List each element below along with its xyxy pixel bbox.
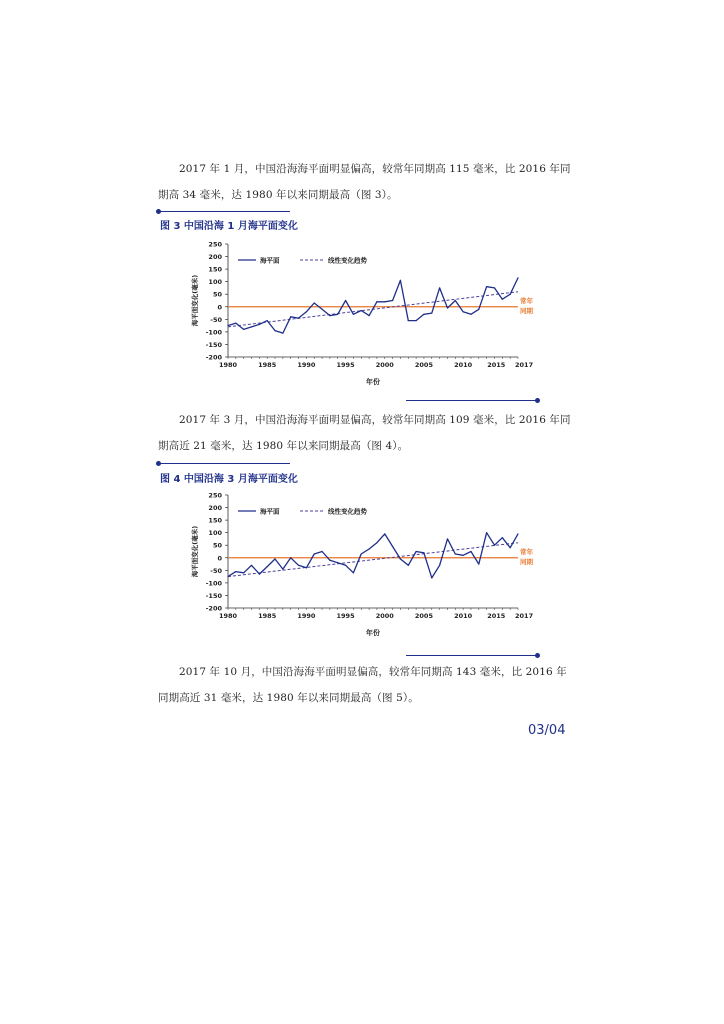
data-point [368, 315, 369, 316]
data-point [353, 314, 354, 315]
data-point [243, 329, 244, 330]
y-tick-label: -50 [210, 566, 222, 575]
y-tick-label: 50 [212, 290, 222, 299]
rule-dot [535, 398, 540, 403]
reference-label: 同期 [520, 306, 533, 315]
x-tick-label: 2017 [515, 361, 534, 369]
data-point [470, 551, 471, 552]
data-point [337, 314, 338, 315]
legend-trend-label: 线性变化趋势 [328, 256, 367, 265]
data-point [392, 300, 393, 301]
x-tick-label: 2010 [454, 361, 473, 369]
page-number: 03/04 [528, 723, 566, 738]
data-point [447, 538, 448, 539]
data-point [392, 546, 393, 547]
data-point [494, 287, 495, 288]
x-tick-label: 1980 [218, 361, 238, 369]
y-tick-label: 250 [208, 491, 222, 500]
data-point [227, 325, 228, 326]
data-point [251, 326, 252, 327]
data-point [368, 548, 369, 549]
data-point [243, 572, 244, 573]
data-point [502, 299, 503, 300]
figure-4-top-rule [158, 463, 290, 464]
data-point [321, 309, 322, 310]
data-point [416, 320, 417, 321]
x-tick-label: 2005 [414, 612, 433, 620]
x-tick-label: 1980 [218, 612, 238, 620]
y-tick-label: -200 [205, 353, 222, 362]
data-point [314, 302, 315, 303]
data-point [227, 576, 228, 577]
y-tick-label: -150 [205, 340, 222, 349]
x-axis-label: 年份 [366, 378, 380, 386]
data-point [400, 280, 401, 281]
x-tick-label: 2000 [375, 612, 394, 620]
data-point [408, 565, 409, 566]
data-point [353, 572, 354, 573]
x-tick-label: 1990 [297, 612, 316, 620]
data-point [282, 568, 283, 569]
data-point [376, 301, 377, 302]
y-tick-label: 150 [208, 265, 222, 274]
x-tick-label: 1985 [258, 361, 277, 369]
data-point [306, 567, 307, 568]
rule-dot [535, 653, 540, 658]
y-tick-label: -50 [210, 315, 222, 324]
data-point [376, 542, 377, 543]
data-point [517, 277, 518, 278]
data-point [455, 553, 456, 554]
y-tick-label: -100 [205, 579, 222, 588]
paragraph-1: 2017 年 1 月，中国沿海海平面明显偏高，较常年同期高 115 毫米，比 2016 年同期高 34 毫米，达 1980 年以来同期最高（图 3）。 [158, 163, 571, 201]
data-point [384, 301, 385, 302]
data-point [400, 558, 401, 559]
x-tick-label: 2015 [487, 361, 506, 369]
y-tick-label: 200 [208, 504, 222, 513]
data-point [478, 309, 479, 310]
data-point [345, 565, 346, 566]
rule-dot [156, 461, 161, 466]
data-point [384, 533, 385, 534]
data-point [259, 574, 260, 575]
figure-3-title: 图 3 中国沿海 1 月海平面变化 [160, 221, 298, 232]
data-point [470, 314, 471, 315]
figure-3-top-rule [158, 211, 290, 212]
data-point [235, 571, 236, 572]
legend-trend-label: 线性变化趋势 [328, 507, 367, 516]
data-point [314, 553, 315, 554]
data-point [274, 330, 275, 331]
figure-4-bottom-rule [406, 655, 538, 656]
y-tick-label: 0 [217, 303, 222, 312]
data-point [235, 323, 236, 324]
legend-series-label: 海平面 [260, 256, 280, 265]
data-point [510, 547, 511, 548]
y-axis-label: 海平面变化(毫米) [191, 525, 199, 578]
data-point [463, 555, 464, 556]
y-tick-label: 100 [208, 529, 222, 538]
y-axis-label: 海平面变化(毫米) [191, 274, 199, 327]
sea-level-series-line [228, 533, 518, 578]
data-point [486, 286, 487, 287]
reference-label: 常年 [520, 296, 533, 305]
data-point [298, 317, 299, 318]
data-point [439, 565, 440, 566]
data-point [345, 300, 346, 301]
data-point [431, 577, 432, 578]
data-point [463, 311, 464, 312]
data-point [298, 565, 299, 566]
data-point [423, 314, 424, 315]
data-point [416, 551, 417, 552]
x-tick-label: 2015 [487, 612, 506, 620]
x-tick-label: 1990 [297, 361, 316, 369]
data-point [361, 310, 362, 311]
y-tick-label: 100 [208, 278, 222, 287]
x-axis-label: 年份 [366, 629, 380, 637]
figure-3-chart [188, 236, 548, 394]
x-tick-label: 1995 [336, 612, 355, 620]
data-point [267, 566, 268, 567]
figure-4-title: 图 4 中国沿海 3 月海平面变化 [160, 474, 298, 485]
data-point [431, 312, 432, 313]
legend-series-label: 海平面 [260, 507, 280, 516]
data-point [267, 320, 268, 321]
x-tick-label: 2000 [375, 361, 394, 369]
x-tick-label: 1995 [336, 361, 355, 369]
data-point [337, 562, 338, 563]
y-tick-label: -100 [205, 328, 222, 337]
reference-label: 同期 [520, 557, 533, 566]
data-point [274, 558, 275, 559]
data-point [408, 320, 409, 321]
y-tick-label: 50 [212, 541, 222, 550]
data-point [478, 563, 479, 564]
rule-dot [156, 209, 161, 214]
data-point [455, 300, 456, 301]
data-point [517, 533, 518, 534]
data-point [439, 287, 440, 288]
data-point [361, 553, 362, 554]
y-tick-label: -150 [205, 591, 222, 600]
data-point [423, 552, 424, 553]
data-point [259, 324, 260, 325]
x-tick-label: 2017 [515, 612, 534, 620]
reference-label: 常年 [520, 547, 533, 556]
figure-3-bottom-rule [406, 400, 538, 401]
sea-level-series-line [228, 278, 518, 333]
data-point [306, 311, 307, 312]
data-point [290, 557, 291, 558]
data-point [290, 316, 291, 317]
figure-4-chart [188, 487, 548, 645]
x-tick-label: 2010 [454, 612, 473, 620]
paragraph-3: 2017 年 10 月，中国沿海海平面明显偏高，较常年同期高 143 毫米，比 2016 年同期高近 31 毫米，达 1980 年以来同期最高（图 5）。 [158, 666, 567, 704]
y-tick-label: 150 [208, 516, 222, 525]
data-point [486, 532, 487, 533]
x-tick-label: 1985 [258, 612, 277, 620]
y-tick-label: 200 [208, 253, 222, 262]
data-point [329, 560, 330, 561]
y-tick-label: 250 [208, 240, 222, 249]
x-tick-label: 2005 [414, 361, 433, 369]
data-point [510, 294, 511, 295]
data-point [282, 333, 283, 334]
data-point [321, 551, 322, 552]
data-point [251, 565, 252, 566]
data-point [447, 307, 448, 308]
data-point [502, 537, 503, 538]
data-point [494, 545, 495, 546]
trend-line [228, 543, 518, 577]
y-tick-label: 0 [217, 554, 222, 563]
paragraph-2: 2017 年 3 月，中国沿海海平面明显偏高，较常年同期高 109 毫米，比 2016 年同期高近 21 毫米，达 1980 年以来同期最高（图 4）。 [158, 414, 571, 452]
data-point [329, 315, 330, 316]
y-tick-label: -200 [205, 604, 222, 613]
